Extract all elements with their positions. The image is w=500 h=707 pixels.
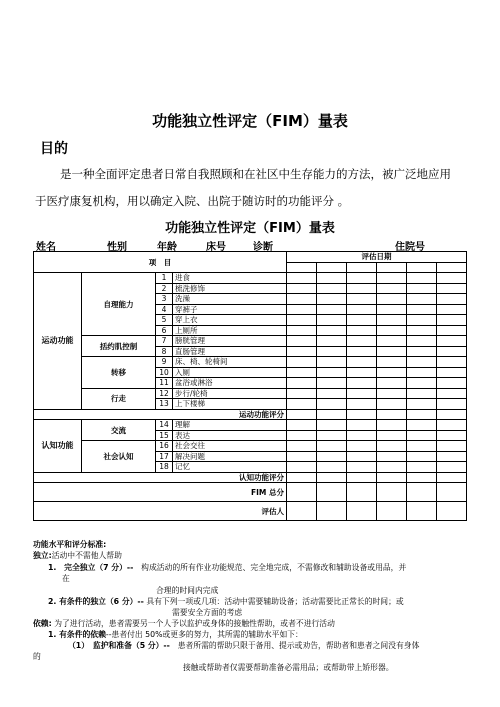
conditional-independence-cont: 需要安全方面的考虑	[172, 608, 243, 617]
score-cell[interactable]	[347, 430, 377, 441]
score-cell[interactable]	[377, 336, 407, 347]
item-header: 项 目	[34, 252, 287, 273]
item-number: 9	[156, 357, 173, 368]
score-cell[interactable]	[287, 367, 317, 378]
item-number: 1	[156, 273, 173, 284]
score-cell[interactable]	[437, 451, 467, 462]
score-cell[interactable]	[437, 283, 467, 294]
supervision-label: （1） 监护和准备（5 分）--	[68, 641, 170, 650]
motor-score-label: 运动功能评分	[34, 409, 287, 420]
score-cell[interactable]	[377, 325, 407, 336]
score-cell[interactable]	[287, 451, 317, 462]
item-number: 17	[156, 451, 173, 462]
score-cell[interactable]	[317, 273, 347, 284]
score-cell[interactable]	[377, 399, 407, 410]
item-label: 记忆	[173, 462, 287, 473]
conditional-independence-text: 具有下列一项或几项：活动中需要辅助设备；活动需要比正常长的时间；或	[143, 597, 404, 606]
item-number: 2	[156, 283, 173, 294]
item-number: 11	[156, 378, 173, 389]
conditional-dependence-text: --患者付出 50%或更多的努力，其所需的辅助水平如下：	[105, 630, 303, 639]
score-cell[interactable]	[377, 378, 407, 389]
table-row	[34, 441, 467, 452]
score-cell[interactable]	[287, 304, 317, 315]
score-cell[interactable]	[287, 325, 317, 336]
score-cell[interactable]	[377, 430, 407, 441]
score-cell[interactable]	[437, 336, 467, 347]
score-cell[interactable]	[437, 420, 467, 431]
score-cell[interactable]	[377, 420, 407, 431]
score-cell[interactable]	[317, 294, 347, 305]
score-cell[interactable]	[317, 283, 347, 294]
score-cell[interactable]	[347, 420, 377, 431]
score-cell[interactable]	[377, 388, 407, 399]
age-label: 年龄	[157, 242, 177, 253]
assessor-cell[interactable]	[407, 502, 437, 521]
cognitive-score-label: 认知功能评分	[34, 472, 287, 483]
score-cell[interactable]	[287, 273, 317, 284]
score-cell[interactable]	[407, 420, 437, 431]
score-cell[interactable]	[347, 315, 377, 326]
score-cell[interactable]	[317, 325, 347, 336]
score-cell[interactable]	[407, 315, 437, 326]
score-cell[interactable]	[437, 294, 467, 305]
assessor-cell[interactable]	[347, 502, 377, 521]
score-cell[interactable]	[347, 399, 377, 410]
score-cell[interactable]	[407, 294, 437, 305]
score-cell[interactable]	[347, 409, 377, 420]
score-cell[interactable]	[407, 304, 437, 315]
score-cell[interactable]	[347, 462, 377, 473]
score-cell[interactable]	[347, 336, 377, 347]
document-title: 功能独立性评定（FIM）量表	[152, 112, 348, 130]
score-cell[interactable]	[437, 367, 467, 378]
date-cell[interactable]	[347, 262, 377, 273]
score-cell[interactable]	[437, 346, 467, 357]
assessment-date-header: 评估日期	[287, 252, 467, 263]
transfer-group: 转移	[82, 357, 156, 389]
fim-total-label: FIM 总分	[34, 483, 287, 502]
score-cell[interactable]	[377, 283, 407, 294]
supervision-cont-2: 接触或帮助者仅需要帮助准备必需用品；或帮助带上矫形器。	[183, 663, 394, 672]
score-cell[interactable]	[377, 483, 407, 502]
score-cell[interactable]	[377, 409, 407, 420]
score-cell[interactable]	[437, 430, 467, 441]
score-cell[interactable]	[287, 472, 317, 483]
assessor-cell[interactable]	[317, 502, 347, 521]
complete-independence-text: 构成活动的所有作业功能规范、完全地完成，不需修改和辅助设备或用品，并	[133, 563, 407, 572]
score-cell[interactable]	[347, 388, 377, 399]
score-cell[interactable]	[317, 451, 347, 462]
item-label: 盆浴或淋浴	[173, 378, 287, 389]
score-cell[interactable]	[407, 451, 437, 462]
score-cell[interactable]	[347, 451, 377, 462]
score-cell[interactable]	[407, 346, 437, 357]
score-cell[interactable]	[287, 441, 317, 452]
item-label: 社会交往	[173, 441, 287, 452]
table-row	[34, 388, 467, 399]
score-cell[interactable]	[377, 315, 407, 326]
score-cell[interactable]	[377, 441, 407, 452]
score-cell[interactable]	[317, 462, 347, 473]
item-label: 膀胱管理	[173, 336, 287, 347]
bed-label: 床号	[206, 242, 226, 253]
score-cell[interactable]	[407, 283, 437, 294]
score-cell[interactable]	[407, 388, 437, 399]
self-care-group: 自理能力	[82, 273, 156, 336]
score-cell[interactable]	[407, 399, 437, 410]
score-cell[interactable]	[317, 378, 347, 389]
item-label: 床、椅、轮椅间	[173, 357, 287, 368]
score-cell[interactable]	[437, 315, 467, 326]
score-cell[interactable]	[287, 294, 317, 305]
score-cell[interactable]	[437, 409, 467, 420]
score-cell[interactable]	[317, 304, 347, 315]
table-title: 功能独立性评定（FIM）量表	[165, 221, 335, 236]
score-cell[interactable]	[437, 483, 467, 502]
score-cell[interactable]	[437, 388, 467, 399]
score-cell[interactable]	[407, 325, 437, 336]
item-label: 直肠管理	[173, 346, 287, 357]
item-label: 进食	[173, 273, 287, 284]
item-number: 16	[156, 441, 173, 452]
score-cell[interactable]	[377, 294, 407, 305]
score-cell[interactable]	[347, 357, 377, 368]
score-cell[interactable]	[407, 472, 437, 483]
score-cell[interactable]	[437, 462, 467, 473]
item-number: 3	[156, 294, 173, 305]
score-cell[interactable]	[347, 346, 377, 357]
score-cell[interactable]	[287, 346, 317, 357]
item-number: 5	[156, 315, 173, 326]
score-cell[interactable]	[347, 367, 377, 378]
score-cell[interactable]	[407, 336, 437, 347]
score-cell[interactable]	[377, 346, 407, 357]
score-cell[interactable]	[407, 409, 437, 420]
item-number: 4	[156, 304, 173, 315]
item-label: 梳洗修饰	[173, 283, 287, 294]
score-cell[interactable]	[287, 409, 317, 420]
name-label: 姓名	[36, 242, 56, 253]
locomotion-group: 行走	[82, 388, 156, 409]
score-cell[interactable]	[407, 430, 437, 441]
item-label: 解决问题	[173, 451, 287, 462]
independence-text: 活动中不需他人帮助	[51, 551, 122, 560]
score-cell[interactable]	[437, 378, 467, 389]
score-cell[interactable]	[287, 399, 317, 410]
fim-table	[33, 251, 467, 521]
score-cell[interactable]	[437, 472, 467, 483]
score-cell[interactable]	[407, 378, 437, 389]
item-number: 14	[156, 420, 173, 431]
item-number: 18	[156, 462, 173, 473]
dependence-label: 依赖:	[33, 619, 52, 628]
score-cell[interactable]	[407, 483, 437, 502]
complete-independence-cont-1: 在	[62, 574, 70, 583]
communication-group: 交流	[82, 420, 156, 441]
gender-label: 性别	[107, 242, 127, 253]
score-cell[interactable]	[287, 462, 317, 473]
score-cell[interactable]	[347, 283, 377, 294]
notes-heading: 功能水平和评分标准:	[33, 540, 107, 549]
complete-independence-label: 1. 完全独立（7 分）--	[48, 563, 134, 572]
score-cell[interactable]	[437, 441, 467, 452]
item-label: 步行/轮椅	[173, 388, 287, 399]
item-number: 15	[156, 430, 173, 441]
score-cell[interactable]	[407, 357, 437, 368]
score-cell[interactable]	[437, 325, 467, 336]
item-number: 10	[156, 367, 173, 378]
score-cell[interactable]	[317, 409, 347, 420]
item-label: 上厕所	[173, 325, 287, 336]
conditional-dependence-label: 1. 有条件的依赖	[48, 630, 106, 639]
score-cell[interactable]	[317, 367, 347, 378]
item-number: 6	[156, 325, 173, 336]
score-cell[interactable]	[377, 367, 407, 378]
score-cell[interactable]	[317, 315, 347, 326]
score-cell[interactable]	[377, 357, 407, 368]
table-row	[34, 273, 467, 284]
assessor-cell[interactable]	[377, 502, 407, 521]
score-cell[interactable]	[287, 315, 317, 326]
score-cell[interactable]	[347, 472, 377, 483]
date-cell[interactable]	[317, 262, 347, 273]
date-cell[interactable]	[377, 262, 407, 273]
social-cognition-group: 社会认知	[82, 441, 156, 473]
item-number: 7	[156, 336, 173, 347]
score-cell[interactable]	[317, 441, 347, 452]
item-number: 12	[156, 388, 173, 399]
score-cell[interactable]	[407, 441, 437, 452]
item-label: 理解	[173, 420, 287, 431]
score-cell[interactable]	[287, 420, 317, 431]
score-cell[interactable]	[317, 399, 347, 410]
score-cell[interactable]	[317, 346, 347, 357]
score-cell[interactable]	[287, 483, 317, 502]
score-cell[interactable]	[347, 294, 377, 305]
item-label: 入厕	[173, 367, 287, 378]
score-cell[interactable]	[347, 378, 377, 389]
table-row	[34, 357, 467, 368]
score-cell[interactable]	[347, 325, 377, 336]
score-cell[interactable]	[347, 273, 377, 284]
score-cell[interactable]	[407, 273, 437, 284]
score-cell[interactable]	[287, 378, 317, 389]
score-cell[interactable]	[377, 304, 407, 315]
score-cell[interactable]	[347, 441, 377, 452]
score-cell[interactable]	[317, 357, 347, 368]
score-cell[interactable]	[437, 357, 467, 368]
score-cell[interactable]	[317, 420, 347, 431]
score-cell[interactable]	[407, 462, 437, 473]
score-cell[interactable]	[437, 399, 467, 410]
score-cell[interactable]	[317, 483, 347, 502]
sphincter-group: 括约肌控制	[82, 336, 156, 357]
complete-independence-cont-2: 合理的时间内完成	[156, 586, 219, 595]
score-cell[interactable]	[347, 304, 377, 315]
score-cell[interactable]	[287, 283, 317, 294]
score-cell[interactable]	[407, 367, 437, 378]
diagnosis-label: 诊断	[253, 242, 273, 253]
purpose-line-2: 于医疗康复机构，用以确定入院、出院于随访时的功能评分 。	[35, 194, 350, 208]
item-label: 穿上衣	[173, 315, 287, 326]
conditional-independence-label: 2. 有条件的独立（6 分）--	[48, 597, 144, 606]
assessor-cell[interactable]	[287, 502, 317, 521]
score-cell[interactable]	[287, 357, 317, 368]
item-number: 13	[156, 399, 173, 410]
item-label: 穿裤子	[173, 304, 287, 315]
score-cell[interactable]	[347, 483, 377, 502]
score-cell[interactable]	[317, 388, 347, 399]
assessor-cell[interactable]	[437, 502, 467, 521]
table-row	[34, 420, 467, 431]
motor-function-label: 运动功能	[34, 273, 82, 410]
score-cell[interactable]	[437, 273, 467, 284]
item-label: 洗澡	[173, 294, 287, 305]
score-cell[interactable]	[437, 304, 467, 315]
supervision-text: 患者所需的帮助只限于备用、提示或劝告，帮助者和患者之间没有身体	[169, 641, 420, 650]
purpose-line-1: 是一种全面评定患者日常自我照顾和在社区中生存能力的方法，被广泛地应用	[60, 167, 451, 181]
score-cell[interactable]	[377, 273, 407, 284]
dependence-text: 为了进行活动，患者需要另一个人予以监护或身体的接触性帮助，或者不进行活动	[51, 619, 335, 628]
score-cell[interactable]	[287, 430, 317, 441]
score-cell[interactable]	[317, 430, 347, 441]
date-cell[interactable]	[287, 262, 317, 273]
supervision-cont-1: 的	[33, 652, 41, 661]
date-cell[interactable]	[437, 262, 467, 273]
independence-label: 独立:	[33, 551, 52, 560]
date-cell[interactable]	[407, 262, 437, 273]
item-label: 上下楼梯	[173, 399, 287, 410]
item-label: 表达	[173, 430, 287, 441]
item-number: 8	[156, 346, 173, 357]
score-cell[interactable]	[377, 451, 407, 462]
score-cell[interactable]	[287, 336, 317, 347]
cognitive-function-label: 认知功能	[34, 420, 82, 473]
purpose-heading: 目的	[40, 141, 68, 157]
table-row	[34, 336, 467, 347]
score-cell[interactable]	[377, 472, 407, 483]
admission-no-label: 住院号	[395, 242, 425, 253]
score-cell[interactable]	[377, 462, 407, 473]
assessor-label: 评估人	[34, 502, 287, 521]
score-cell[interactable]	[287, 388, 317, 399]
score-cell[interactable]	[317, 336, 347, 347]
score-cell[interactable]	[317, 472, 347, 483]
